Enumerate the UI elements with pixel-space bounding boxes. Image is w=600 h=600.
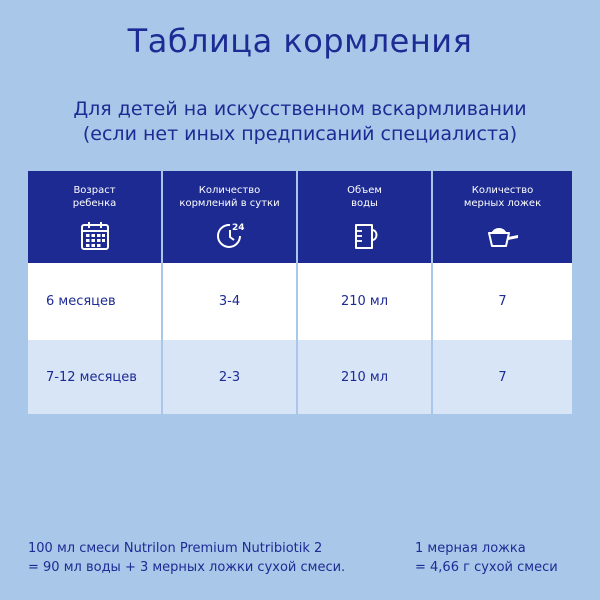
header-water-volume bbox=[298, 171, 431, 263]
cell-water-row-2: 210 мл bbox=[298, 340, 431, 414]
svg-text:24: 24 bbox=[231, 223, 245, 233]
calendar-icon bbox=[78, 219, 112, 253]
header-age bbox=[28, 171, 161, 263]
measuring-cup-icon bbox=[348, 219, 382, 253]
cell-feedings-row-1: 3-4 bbox=[163, 263, 296, 340]
page-title: Таблица кормления bbox=[127, 22, 473, 60]
subtitle-line-1: Для детей на искусственном вскармливании bbox=[73, 98, 527, 120]
header-feedings-line-2: кормлений в сутки bbox=[179, 198, 280, 209]
cell-water-row-1: 210 мл bbox=[298, 263, 431, 340]
header-age-line-1: Возраст bbox=[73, 185, 116, 196]
header-scoops-line-1: Количество bbox=[471, 185, 534, 196]
cell-age-row-1: 6 месяцев bbox=[28, 263, 161, 340]
footer-left-line-2: = 90 мл воды + 3 мерных ложки сухой смеси. bbox=[28, 560, 346, 575]
header-feedings-line-1: Количество bbox=[198, 185, 261, 196]
header-feedings-per-day bbox=[163, 171, 296, 263]
measuring-spoon-icon bbox=[486, 219, 520, 253]
header-age-line-2: ребенка bbox=[72, 198, 117, 209]
header-water-line-2: воды bbox=[351, 198, 378, 209]
footer-scoop-weight bbox=[415, 539, 558, 577]
cell-scoops-row-1: 7 bbox=[433, 263, 572, 340]
cell-scoops-row-2: 7 bbox=[433, 340, 572, 414]
footer-mix-ratio bbox=[28, 539, 345, 577]
cell-feedings-row-2: 2-3 bbox=[163, 340, 296, 414]
cell-age-row-2: 7-12 месяцев bbox=[28, 340, 161, 414]
header-water-line-1: Объем bbox=[347, 185, 382, 196]
footer-right-line-1: 1 мерная ложка bbox=[415, 541, 526, 556]
footer-left-line-1: 100 мл смеси Nutrilon Premium Nutribiotik 2 bbox=[28, 541, 323, 556]
footer-right-line-2: = 4,66 г сухой смеси bbox=[415, 560, 558, 575]
header-scoops-line-2: мерных ложек bbox=[463, 198, 542, 209]
feeding-table bbox=[28, 171, 572, 414]
page-subtitle bbox=[0, 97, 600, 147]
clock-24-icon bbox=[213, 219, 247, 253]
header-scoops bbox=[433, 171, 572, 263]
subtitle-line-2: (если нет иных предписаний специалиста) bbox=[82, 123, 518, 145]
